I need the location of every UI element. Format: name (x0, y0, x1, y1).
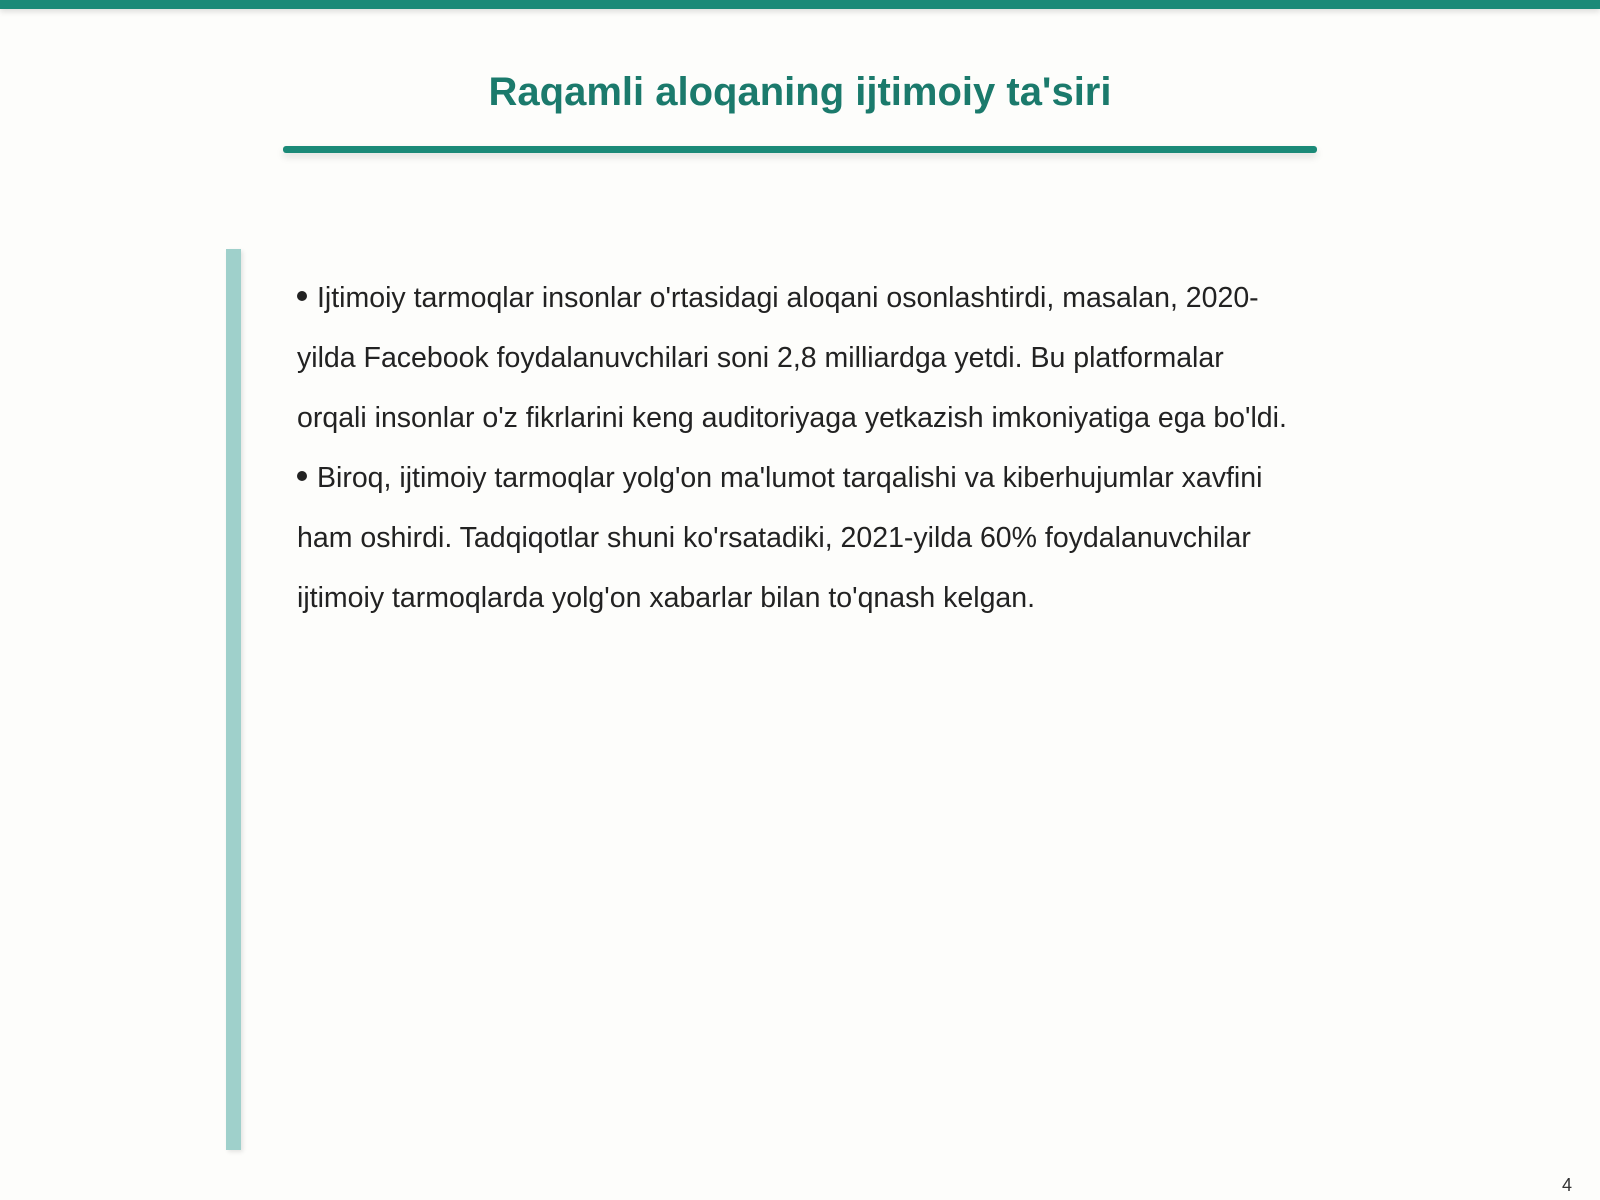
bullet-text: Biroq, ijtimoiy tarmoqlar yolg'on ma'lumot tarqalishi va kiberhujumlar xavfini ham oshirdi. Tadqiqotlar shuni ko'rsatadiki, 2021-yilda 60% foydalanuvchilar ijtimoiy tarmoqlarda yolg'on xabarlar bilan to'qnash kelgan. (297, 462, 1263, 614)
content-body (297, 268, 1297, 628)
page-number: 4 (1561, 1175, 1572, 1195)
bullet-item (297, 448, 1297, 628)
bullet-icon (297, 291, 307, 301)
title-underline (283, 146, 1317, 153)
bullet-text: Ijtimoiy tarmoqlar insonlar o'rtasidagi aloqani osonlashtirdi, masalan, 2020-yilda Facebook foydalanuvchilari soni 2,8 milliardga yetdi. Bu platformalar orqali insonlar o'z fikrlarini keng auditoriyaga yetkazish imkoniyatiga ega bo'ldi. (297, 282, 1287, 434)
bullet-item (297, 268, 1297, 448)
content-side-bar (226, 249, 241, 1150)
top-accent-bar (0, 0, 1600, 9)
slide-title: Raqamli aloqaning ijtimoiy ta'siri (488, 70, 1112, 114)
bullet-icon (297, 471, 307, 481)
